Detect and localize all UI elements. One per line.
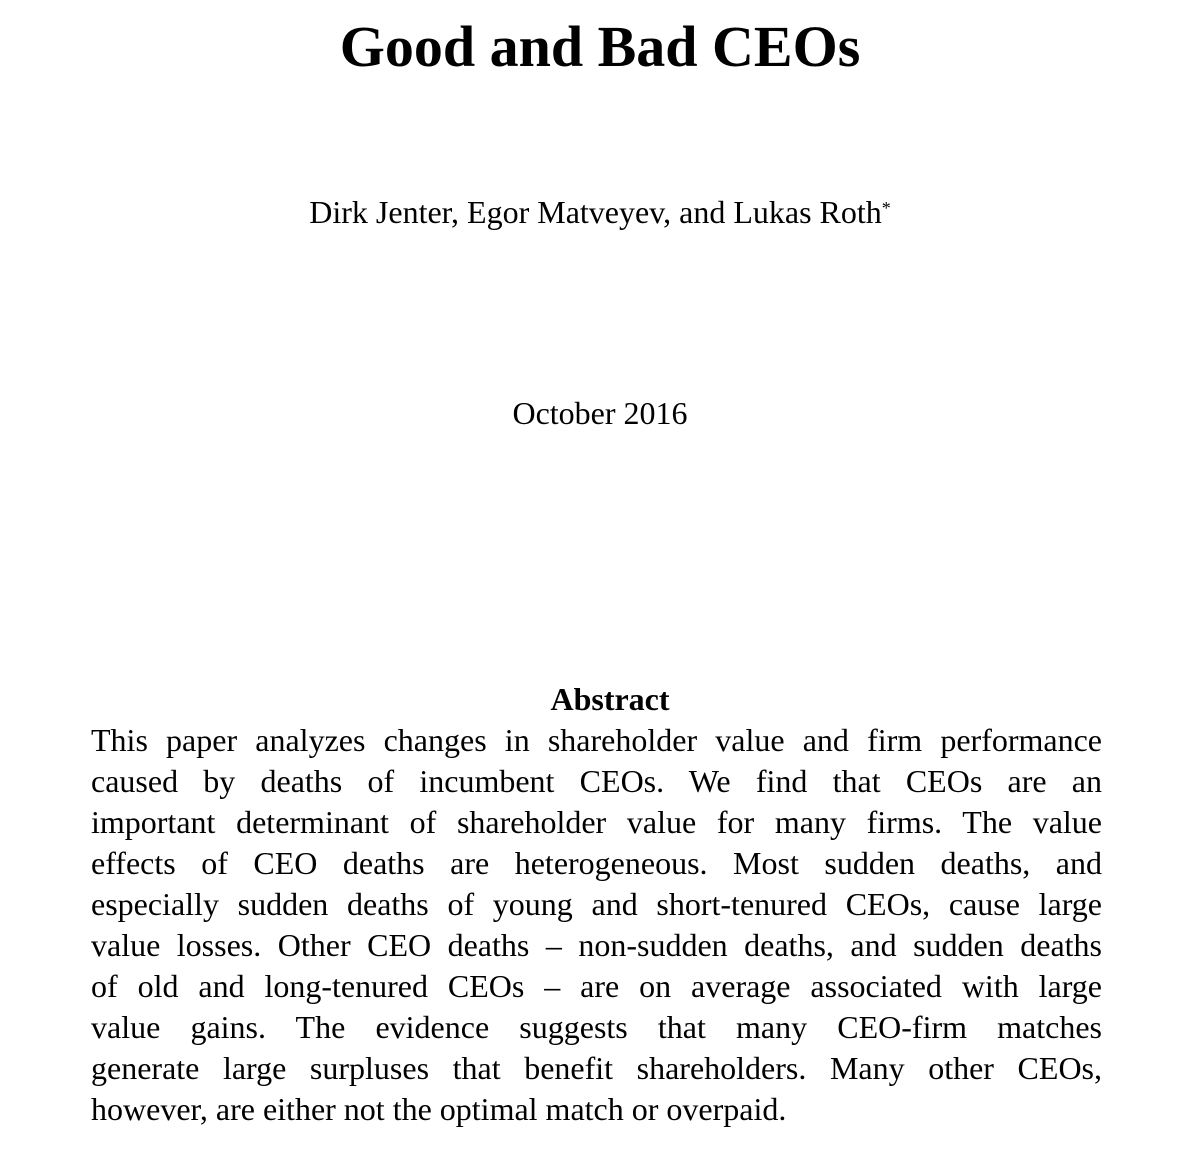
abstract-body: [91, 720, 1102, 1130]
abstract-line: effects of CEO deaths are heterogeneous. Most sudden deaths, and: [91, 845, 1102, 881]
abstract-line: especially sudden deaths of young and short-tenured CEOs, cause large: [91, 886, 1102, 922]
abstract-line: generate large surpluses that benefit shareholders. Many other CEOs,: [91, 1050, 1102, 1086]
abstract-line: however, are either not the optimal match or overpaid.: [91, 1091, 787, 1127]
author-line: [0, 192, 1200, 232]
abstract-line: value gains. The evidence suggests that many CEO-firm matches: [91, 1009, 1102, 1045]
authors-text: Dirk Jenter, Egor Matveyev, and Lukas Roth: [309, 194, 882, 230]
abstract-line: value losses. Other CEO deaths – non-sudden deaths, and sudden deaths: [91, 927, 1102, 963]
abstract-line: important determinant of shareholder value for many firms. The value: [91, 804, 1102, 840]
author-footnote-mark: *: [881, 198, 891, 218]
abstract-line: caused by deaths of incumbent CEOs. We find that CEOs are an: [91, 763, 1102, 799]
paper-date: October 2016: [512, 395, 688, 431]
abstract-heading: Abstract: [550, 681, 670, 717]
abstract-line: of old and long-tenured CEOs – are on average associated with large: [91, 968, 1102, 1004]
abstract-line: This paper analyzes changes in shareholder value and firm performance: [91, 722, 1102, 758]
paper-title: Good and Bad CEOs: [339, 14, 861, 79]
